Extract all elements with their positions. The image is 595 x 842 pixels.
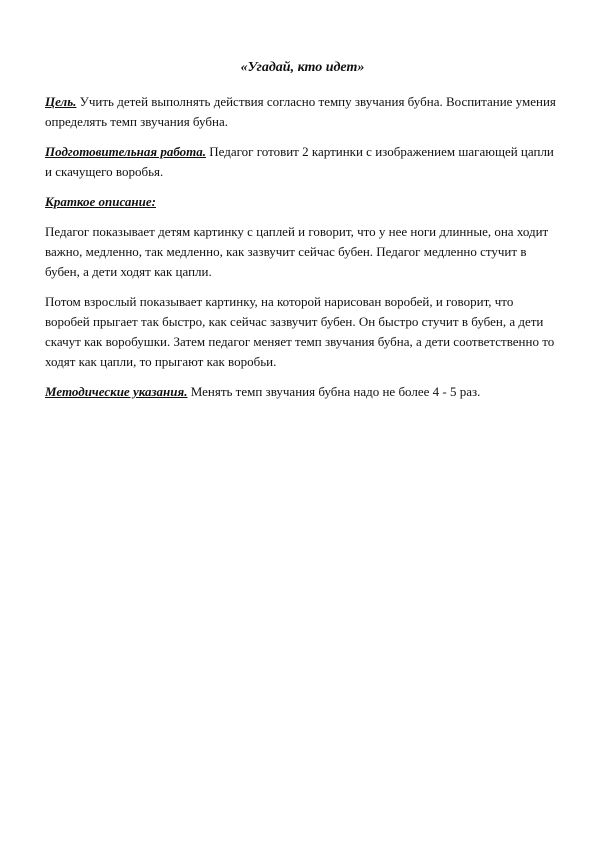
description-paragraph-2: Потом взрослый показывает картинку, на которой нарисован воробей, и говорит, что воробей прыгает так быстро, как сейчас зазвучит бубен. Он быстро стучит в бубен, а дети скачут как воробушки. Затем педагог меняет темп звучания бубна, а дети соответственно то ходят как цапли, то прыгают как воробьи.	[45, 294, 555, 369]
goal-text: Учить детей выполнять действия согласно темпу звучания бубна. Воспитание умения определять темп звучания бубна.	[45, 94, 556, 129]
document-content	[45, 58, 560, 412]
preparation-text: Педагог готовит 2 картинки с изображением шагающей цапли и скачущего воробья.	[45, 144, 554, 179]
goal-label: Цель.	[45, 94, 77, 109]
preparation-label: Подготовительная работа.	[45, 144, 207, 159]
description-heading: Краткое описание:	[45, 194, 156, 209]
methodical-paragraph	[45, 382, 560, 402]
document-title: «Угадай, кто идет»	[240, 60, 365, 75]
description-paragraph-1: Педагог показывает детям картинку с цаплей и говорит, что у нее ноги длинные, она ходит важно, медленно, так медленно, как зазвучит сейчас бубен. Педагог медленно стучит в бубен, а дети ходят как цапли.	[45, 224, 549, 279]
preparation-paragraph	[45, 142, 560, 182]
methodical-text: Менять темп звучания бубна надо не более 4 - 5 раз.	[187, 384, 481, 399]
methodical-label: Методические указания.	[45, 384, 188, 399]
goal-paragraph	[45, 92, 560, 132]
description-heading-line	[45, 192, 560, 212]
